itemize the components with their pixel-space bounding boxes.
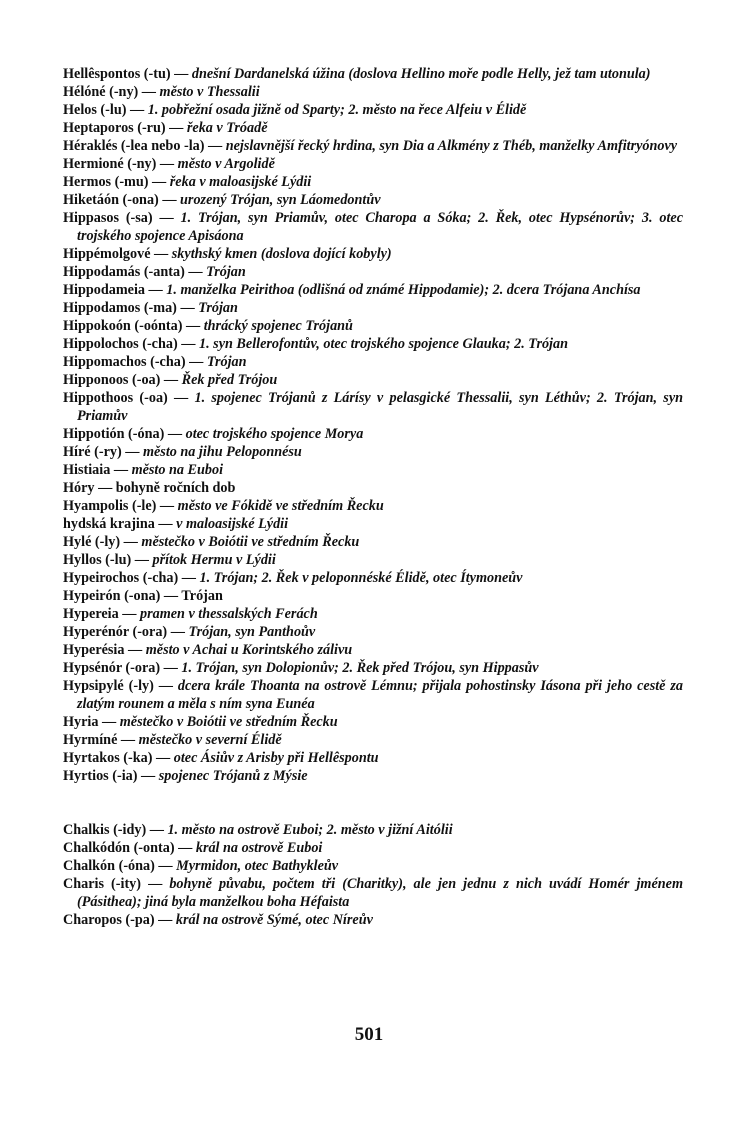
entry-definition: otec Ásiův z Arisby při Hellêspontu [173,750,379,766]
entry-definition: město na jihu Peloponnésu [142,444,302,460]
entry-headword: Hyria — [63,714,120,730]
entry-definition: Trójan [206,354,247,370]
entry-headword: Hylé (-ly) — [63,534,142,550]
glossary-entry [63,209,683,245]
entry-definition: Trójan, syn Panthoův [188,624,316,640]
glossary-entry [63,605,683,623]
entry-headword: Hyrtios (-ia) — [63,768,159,784]
glossary-entry [63,533,683,551]
entry-definition: nejslavnější řecký hrdina, syn Dia a Alkmény z Théb, manželky Amfitryónovy [225,138,678,154]
entry-headword: Charis (-ity) — [63,876,170,892]
entry-definition: král na ostrově Euboi [195,840,323,856]
glossary-entry [63,551,683,569]
entry-headword: Hóry — bohyně ročních dob [63,480,236,496]
glossary-entry [63,623,683,641]
entry-headword: Hippémolgové — [63,246,172,262]
entry-headword: Hypeirón (-ona) — Trójan [63,588,223,604]
entry-headword: Hippotión (-óna) — [63,426,186,442]
glossary-entry [63,731,683,749]
entry-headword: Hippasos (-sa) — [63,210,181,226]
glossary-entry [63,155,683,173]
entry-definition: Trójan [198,300,238,316]
glossary-entry [63,299,683,317]
glossary-entry [63,245,683,263]
glossary-entry [63,137,683,155]
glossary-entry [63,911,683,929]
glossary-entry [63,191,683,209]
entry-definition: město v Argolidě [177,156,275,172]
glossary-entry [63,101,683,119]
entry-definition: Řek před Trójou [181,372,278,388]
glossary-entry [63,173,683,191]
glossary-entry [63,371,683,389]
entry-headword: Hyllos (-lu) — [63,552,153,568]
entry-headword: Hiketáón (-ona) — [63,192,181,208]
entry-definition: městečko v Boiótii ve středním Řecku [119,714,338,730]
entry-headword: Hypsipylé (-ly) — [63,678,178,694]
entry-definition: král na ostrově Sýmé, otec Níreův [175,912,373,928]
glossary-entry [63,767,683,785]
entry-group-ch [63,821,683,929]
glossary-entry [63,839,683,857]
glossary-entry [63,335,683,353]
glossary-entry [63,515,683,533]
entry-headword: Hippodamás (-anta) — [63,264,207,280]
entry-definition: Trójan [206,264,246,280]
entry-definition: dnešní Dardanelská úžina (doslova Hellino moře podle Helly, jež tam utonula) [191,66,651,82]
entry-headword: hydská krajina — [63,516,177,532]
entry-headword: Hippodamos (-ma) — [63,300,199,316]
entry-definition: 1. manželka Peirithoa (odlišná od známé Hippodamie); 2. dcera Trójana Anchísa [166,282,641,298]
entry-headword: Hippothoos (-oa) — [63,390,195,406]
entry-definition: 1. Trójan, syn Priamův, otec Charopa a Sóka; 2. Řek, otec Hypsénorův; 3. otec trojského spojence Apisáona [77,210,683,244]
entry-definition: v maloasijské Lýdii [176,516,289,532]
entry-headword: Heptaporos (-ru) — [63,120,187,136]
glossary-entry [63,497,683,515]
entry-headword: Hélóné (-ny) — [63,84,160,100]
glossary-entry [63,65,683,83]
entry-headword: Hypeirochos (-cha) — [63,570,200,586]
entry-definition: městečko v severní Élidě [138,732,282,748]
entry-headword: Chalkódón (-onta) — [63,840,196,856]
entry-headword: Hippokoón (-oónta) — [63,318,204,334]
entry-headword: Hyperénór (-ora) — [63,624,189,640]
entry-headword: Héraklés (-lea nebo -la) — [63,138,226,154]
entry-definition: 1. syn Bellerofontův, otec trojského spojence Glauka; 2. Trójan [198,336,568,352]
entry-headword: Hyperésia — [63,642,146,658]
entry-definition: 1. Trójan, syn Dolopionův; 2. Řek před Trójou, syn Hippasův [181,660,539,676]
entry-headword: Hermos (-mu) — [63,174,170,190]
glossary-entry [63,281,683,299]
glossary-entry [63,443,683,461]
entry-headword: Hyrmíné — [63,732,139,748]
glossary-entry [63,119,683,137]
entry-headword: Hyampolis (-le) — [63,498,178,514]
entry-definition: bohyně půvabu, počtem tři (Charitky), ale jen jednu z nich uvádí Homér jménem (Pásithea); jiná byla manželkou boha Héfaista [77,876,683,910]
page-number: 501 [354,1024,384,1045]
glossary-entry [63,353,683,371]
entry-headword: Hyrtakos (-ka) — [63,750,174,766]
glossary-entry [63,875,683,911]
entry-headword: Chalkón (-óna) — [63,858,177,874]
entry-definition: thrácký spojenec Trójanů [203,318,353,334]
glossary-entry [63,677,683,713]
glossary-entry [63,479,683,497]
entry-definition: 1. Trójan; 2. Řek v peloponnéské Élidě, otec Ítymoneův [199,570,523,586]
glossary-entry [63,389,683,425]
glossary-entry [63,425,683,443]
entry-definition: řeka v maloasijské Lýdii [169,174,312,190]
entry-definition: dcera krále Thoanta na ostrově Lémnu; přijala pohostinsky Iásona při jeho cestě za zlatým rounem a měla s ním syna Eunéa [77,678,683,712]
entry-headword: Híré (-ry) — [63,444,143,460]
section-gap [63,785,683,821]
glossary-entry [63,317,683,335]
entry-headword: Chalkis (-idy) — [63,822,168,838]
entry-definition: přítok Hermu v Lýdii [152,552,276,568]
entry-headword: Charopos (-pa) — [63,912,176,928]
entry-headword: Hermioné (-ny) — [63,156,178,172]
glossary-entry [63,587,683,605]
glossary-entry [63,659,683,677]
entry-definition: město v Thessalii [159,84,260,100]
entry-definition: 1. pobřežní osada jižně od Sparty; 2. město na řece Alfeiu v Élidě [147,102,527,118]
glossary-entry [63,461,683,479]
entry-headword: Hypereia — [63,606,140,622]
entry-definition: pramen v thessalských Ferách [139,606,318,622]
glossary-entry [63,713,683,731]
entry-definition: řeka v Tróadě [186,120,268,136]
entry-headword: Hippodameia — [63,282,167,298]
entry-definition: město na Euboi [131,462,224,478]
entry-headword: Helos (-lu) — [63,102,148,118]
entry-definition: otec trojského spojence Morya [185,426,364,442]
glossary-entry [63,821,683,839]
glossary-entry [63,857,683,875]
entry-definition: město ve Fókidě ve středním Řecku [177,498,384,514]
entry-definition: Myrmidon, otec Bathykleův [176,858,339,874]
entry-definition: 1. město na ostrově Euboi; 2. město v jižní Aitólii [167,822,453,838]
glossary-entry [63,749,683,767]
glossary-entry [63,83,683,101]
glossary-entry [63,569,683,587]
entry-definition: 1. spojenec Trójanů z Lárísy v pelasgické Thessalii, syn Léthův; 2. Trójan, syn Priamův [77,390,684,424]
entry-definition: město v Achai u Korintského zálivu [145,642,353,658]
glossary-column [63,65,683,929]
entry-definition: skythský kmen (doslova dojící kobyly) [171,246,392,262]
entry-definition: městečko v Boiótii ve středním Řecku [141,534,360,550]
entry-headword: Histiaia — [63,462,132,478]
entry-headword: Hypsénór (-ora) — [63,660,182,676]
entry-definition: spojenec Trójanů z Mýsie [158,768,308,784]
entry-headword: Hellêspontos (-tu) — [63,66,192,82]
entry-headword: Hippomachos (-cha) — [63,354,207,370]
entry-definition: urozený Trójan, syn Láomedontův [180,192,381,208]
entry-headword: Hipponoos (-oa) — [63,372,182,388]
glossary-entry [63,641,683,659]
entry-group-h [63,65,683,785]
glossary-entry [63,263,683,281]
entry-headword: Hippolochos (-cha) — [63,336,199,352]
